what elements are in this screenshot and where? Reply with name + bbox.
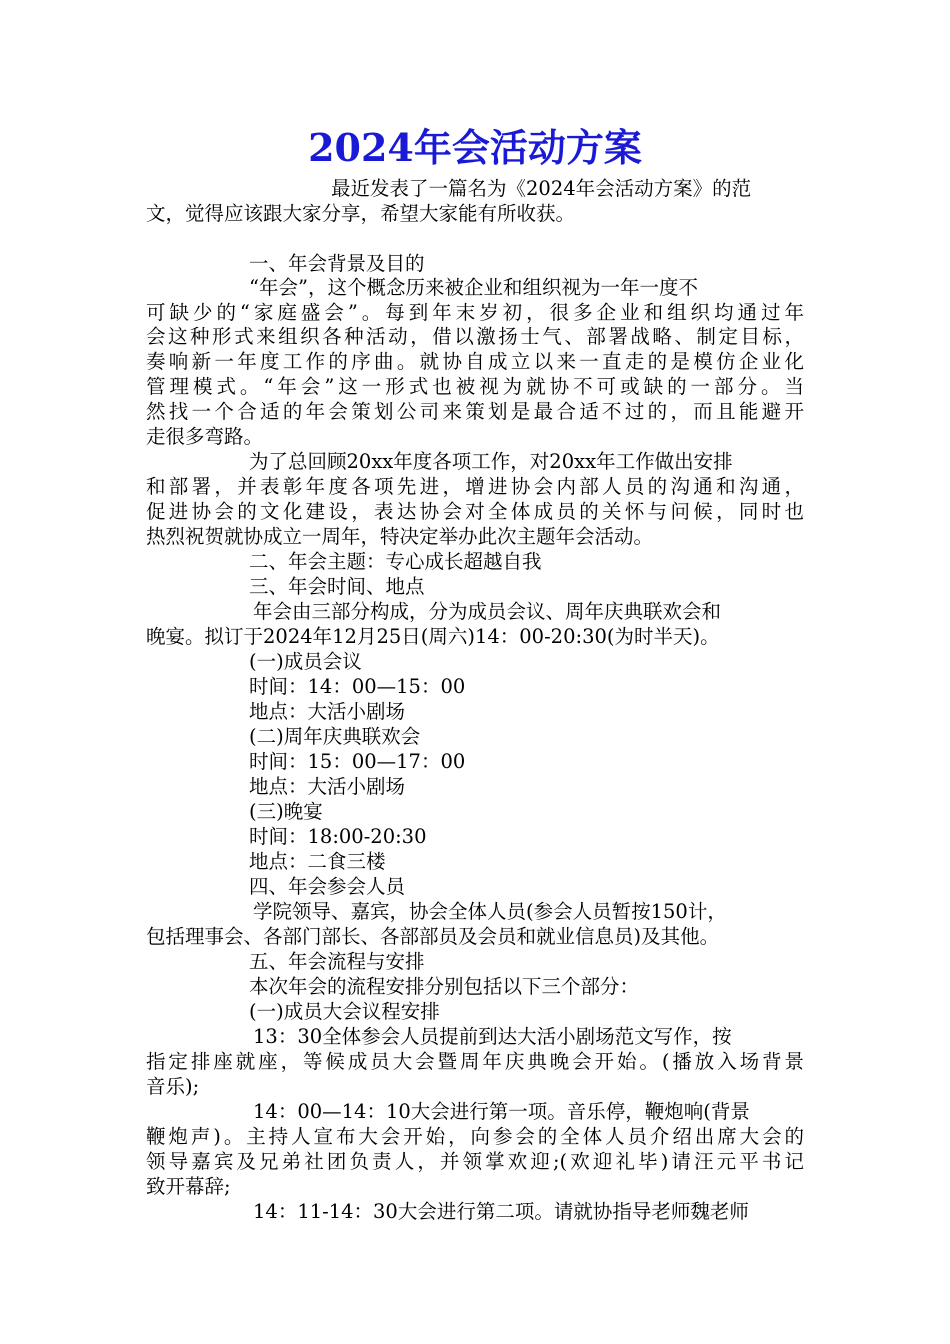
sub-heading: (三)晚宴 [249, 800, 323, 823]
text-line: 促进协会的文化建设，表达协会对全体成员的关怀与问候，同时也 [146, 500, 804, 523]
section-heading: 四、年会参会人员 [249, 875, 406, 898]
text-line: 鞭炮声)。主持人宣布大会开始，向参会的全体人员介绍出席大会的 [146, 1125, 804, 1148]
section-heading: 一、年会背景及目的 [249, 252, 425, 275]
text-line: 年会由三部分构成，分为成员会议、周年庆典联欢会和 [253, 600, 722, 623]
text-line: 最近发表了一篇名为《2024年会活动方案》的范 [331, 177, 752, 200]
section-heading: 五、年会流程与安排 [249, 950, 425, 973]
section-heading: 三、年会时间、地点 [249, 575, 425, 598]
text-line: 晚宴。拟订于2024年12月25日(周六)14：00-20:30(为时半天)。 [146, 625, 720, 648]
document-title: 2024年会活动方案 [308, 125, 642, 170]
text-line: 时间：18:00-20:30 [249, 825, 427, 848]
text-line: 领导嘉宾及兄弟社团负责人，并领掌欢迎;(欢迎礼毕)请汪元平书记 [146, 1150, 804, 1173]
text-line: 地点：二食三楼 [249, 850, 386, 873]
text-line: 可缺少的“家庭盛会”。每到年末岁初，很多企业和组织均通过年 [146, 301, 804, 324]
text-line: 13：30全体参会人员提前到达大活小剧场范文写作，按 [253, 1025, 732, 1048]
text-line: 为了总回顾20xx年度各项工作，对20xx年工作做出安排 [249, 450, 733, 473]
sub-heading: (一)成员会议 [249, 650, 362, 673]
text-line: 热烈祝贺就协成立一周年，特决定举办此次主题年会活动。 [146, 525, 654, 548]
text-line: 时间：15：00—17：00 [249, 750, 466, 773]
sub-heading: (二)周年庆典联欢会 [249, 725, 421, 748]
text-line: 文，觉得应该跟大家分享，希望大家能有所收获。 [146, 202, 576, 225]
sub-heading: (一)成员大会议程安排 [249, 1000, 440, 1023]
text-line: 奏响新一年度工作的序曲。就协自成立以来一直走的是模仿企业化 [146, 350, 804, 373]
text-line: 和部署，并表彰年度各项先进，增进协会内部人员的沟通和沟通， [146, 475, 804, 498]
section-heading: 二、年会主题：专心成长超越自我 [249, 550, 542, 573]
text-line: 14：00—14：10大会进行第一项。音乐停，鞭炮响(背景 [253, 1100, 750, 1123]
text-line: 音乐); [146, 1075, 200, 1098]
text-line: 本次年会的流程安排分别包括以下三个部分： [249, 975, 640, 998]
text-line: 管理模式。“年会”这一形式也被视为就协不可或缺的一部分。当 [146, 375, 804, 398]
text-line: 致开幕辞; [146, 1175, 231, 1198]
text-line: 14：11-14：30大会进行第二项。请就协指导老师魏老师 [253, 1200, 749, 1223]
text-line: 地点：大活小剧场 [249, 775, 406, 798]
text-line: 指定排座就座，等候成员大会暨周年庆典晚会开始。(播放入场背景 [146, 1050, 804, 1073]
text-line: 走很多弯路。 [146, 425, 264, 448]
text-line: 地点：大活小剧场 [249, 700, 406, 723]
text-line: 然找一个合适的年会策划公司来策划是最合适不过的，而且能避开 [146, 400, 804, 423]
text-line: 会这种形式来组织各种活动，借以激扬士气、部署战略、制定目标， [146, 325, 804, 348]
text-line: 学院领导、嘉宾，协会全体人员(参会人员暂按150计， [253, 900, 727, 923]
text-line: 时间：14：00—15：00 [249, 675, 466, 698]
text-line: 包括理事会、各部门部长、各部部员及会员和就业信息员)及其他。 [146, 925, 720, 948]
text-line: “年会”，这个概念历来被企业和组织视为一年一度不 [249, 276, 698, 299]
